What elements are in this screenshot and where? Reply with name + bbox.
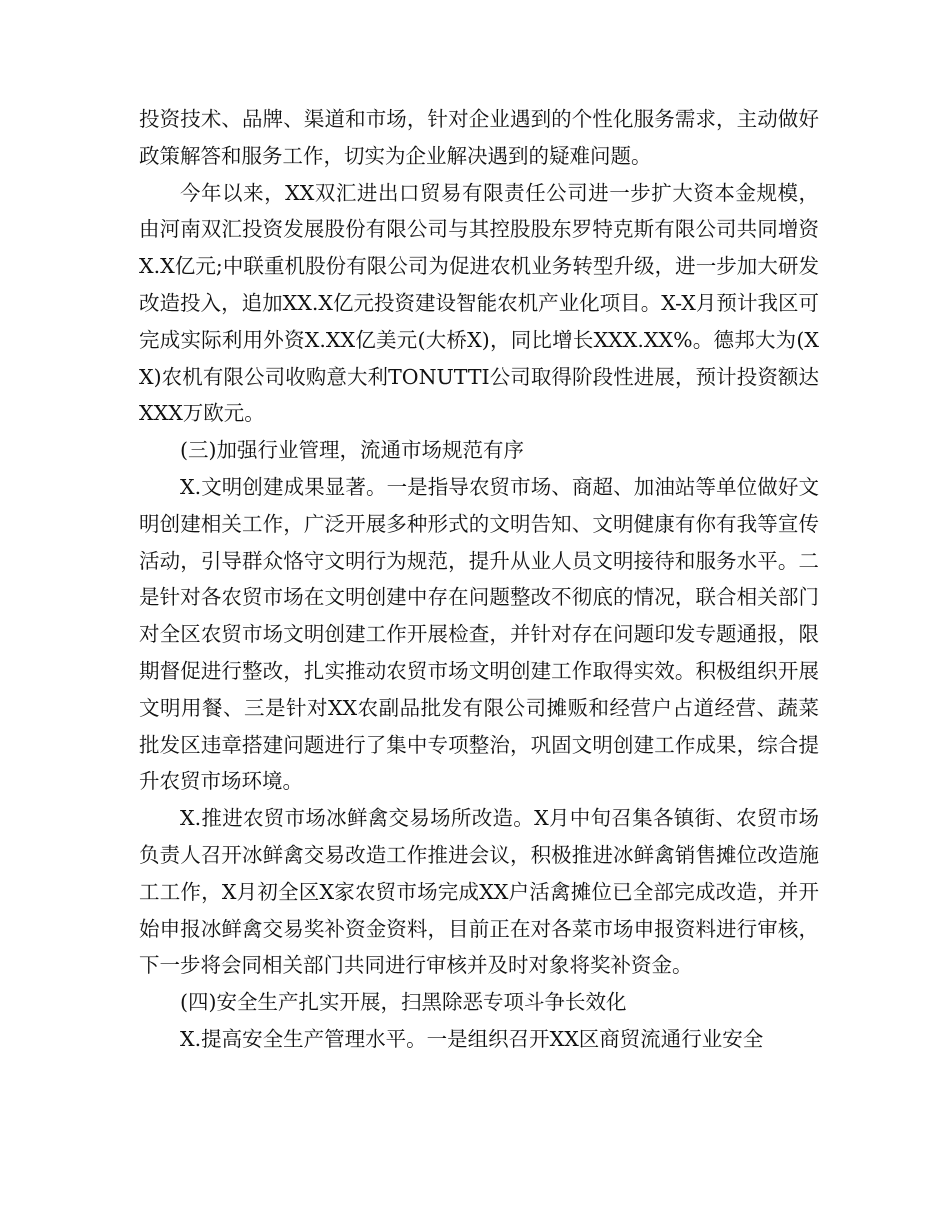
section-heading-4: (四)安全生产扎实开展，扫黑除恶专项斗争长效化 [180, 990, 627, 1015]
paragraph-continuation: 投资技术、品牌、渠道和市场，针对企业遇到的个性化服务需求，主动做好政策解答和服务工作，切实为企业解决遇到的疑难问题。 [139, 107, 819, 168]
paragraph-civilization: X.文明创建成果显著。一是指导农贸市场、商超、加油站等单位做好文明创建相关工作，广泛开展多种形式的文明告知、文明健康有你有我等宣传活动，引导群众恪守文明行为规范，提升从业人员文明接待和服务水平。二是针对各农贸市场在文明创建中存在问题整改不彻底的情况，联合相关部门对全区农贸市场文明创建工作开展检查，并针对存在问题印发专题通报，限期督促进行整改，扎实推动农贸市场文明创建工作取得实效。积极组织开展文明用餐、三是针对XX农副品批发有限公司摊贩和经营户占道经营、蔬菜批发区违章搭建问题进行了集中专项整治，巩固文明创建工作成果，综合提升农贸市场环境。 [139, 474, 819, 794]
document-body [139, 101, 819, 1058]
paragraph-safety: X.提高安全生产管理水平。一是组织召开XX区商贸流通行业安全 [180, 1026, 764, 1051]
paragraph-investment: 今年以来，XX双汇进出口贸易有限责任公司进一步扩大资本金规模，由河南双汇投资发展股份有限公司与其控股股东罗特克斯有限公司共同增资X.X亿元;中联重机股份有限公司为促进农机业务转型升级，进一步加大研发改造投入，追加XX.X亿元投资建设智能农机产业化项目。X-X月预计我区可完成实际利用外资X.XX亿美元(大桥X)，同比增长XXX.XX%。德邦大为(XX)农机有限公司收购意大利TONUTTI公司取得阶段性进展，预计投资额达XXX万欧元。 [139, 180, 819, 426]
section-heading-3: (三)加强行业管理，流通市场规范有序 [180, 438, 524, 463]
paragraph-poultry-market: X.推进农贸市场冰鲜禽交易场所改造。X月中旬召集各镇街、农贸市场负责人召开冰鲜禽交易改造工作推进会议，积极推进冰鲜禽销售摊位改造施工工作，X月初全区X家农贸市场完成XX户活禽摊位已全部完成改造，并开始申报冰鲜禽交易奖补资金资料，目前正在对各菜市场申报资料进行审核，下一步将会同相关部门共同进行审核并及时对象将奖补资金。 [139, 806, 819, 978]
